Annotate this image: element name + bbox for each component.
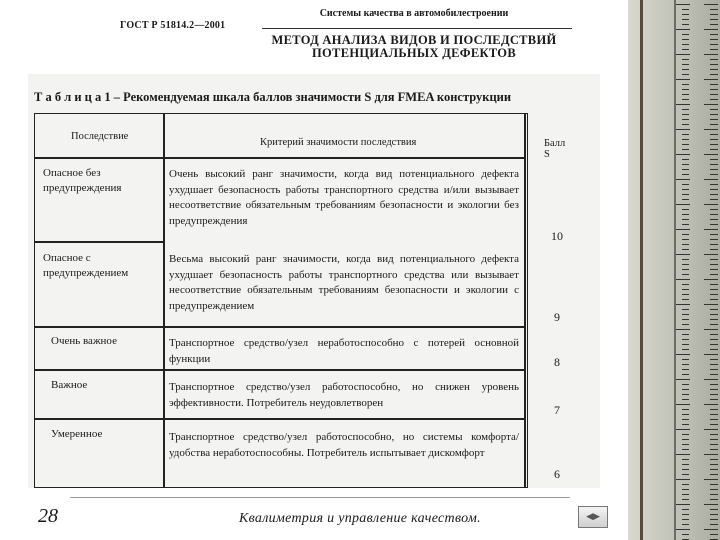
ruler-tick — [682, 159, 689, 160]
ruler-tick — [682, 119, 689, 120]
table-cell-criterion: Очень высокий ранг значимости, когда вид потенциального дефекта ухудшает безопасность работы транспортного средства и/или вызывает несоответствие обязательным требованиям безопасности и экологии без предупреждения — [169, 168, 519, 227]
ruler-tick — [676, 379, 690, 380]
ruler-decoration — [628, 0, 720, 540]
table-cell-consequence: Важное — [51, 379, 88, 391]
ruler-tick — [676, 4, 690, 5]
ruler-tick — [682, 224, 689, 225]
ruler-tick — [682, 489, 689, 490]
ruler-tick — [676, 304, 690, 305]
ruler-tick — [704, 229, 718, 230]
ruler-tick — [682, 34, 689, 35]
ruler-tick — [682, 14, 689, 15]
ruler-tick — [682, 124, 689, 125]
footer-divider — [70, 497, 570, 498]
ruler-tick — [682, 259, 689, 260]
ruler-tick — [676, 79, 690, 80]
ruler-tick — [704, 279, 718, 280]
ruler-tick — [682, 69, 689, 70]
ruler-tick — [682, 439, 689, 440]
ruler-tick — [710, 284, 718, 285]
ruler-tick — [682, 484, 689, 485]
ruler-tick — [682, 299, 689, 300]
ruler-tick — [676, 204, 690, 205]
ruler-tick — [710, 259, 718, 260]
navigation-icon: ◀▶ — [586, 512, 600, 522]
ruler-tick — [682, 59, 689, 60]
standard-label-box — [110, 14, 250, 42]
ruler-tick — [676, 229, 690, 230]
ruler-tick — [676, 29, 690, 30]
ruler-tick — [710, 264, 718, 265]
ruler-tick — [704, 379, 718, 380]
ruler-tick — [710, 289, 718, 290]
ruler-tick — [682, 274, 689, 275]
ruler-tick — [710, 359, 718, 360]
ruler-tick — [710, 49, 718, 50]
course-title: Квалиметрия и управление качеством. — [239, 511, 481, 526]
header-row-divider — [35, 157, 526, 159]
ruler-tick — [704, 29, 718, 30]
ruler-tick — [710, 114, 718, 115]
ruler-tick — [710, 534, 718, 535]
table-cell-criterion: Весьма высокий ранг значимости, когда вид потенциального дефекта ухудшает безопасность работы транспортного средства или вызывает несоответствие обязательным требованиям безопасности и экологии с предупреждением — [169, 253, 519, 312]
ruler-tick — [710, 434, 718, 435]
ruler-tick — [682, 174, 689, 175]
ruler-tick — [682, 369, 689, 370]
ruler-tick — [682, 384, 689, 385]
ruler-tick — [682, 99, 689, 100]
column-divider — [163, 114, 165, 487]
ruler-tick — [682, 534, 689, 535]
document-series: Системы качества в автомобилестроении — [319, 8, 509, 19]
ruler-strip — [640, 0, 643, 540]
ruler-tick — [676, 154, 690, 155]
ruler-tick — [710, 334, 718, 335]
ruler-tick — [682, 144, 689, 145]
row-divider — [35, 418, 526, 420]
ruler-tick — [676, 179, 690, 180]
ruler-tick — [682, 89, 689, 90]
ruler-tick — [682, 199, 689, 200]
ruler-tick — [676, 429, 690, 430]
ruler-tick — [682, 249, 689, 250]
ruler-tick — [710, 444, 718, 445]
ruler-tick — [682, 294, 689, 295]
ruler-tick — [710, 499, 718, 500]
ruler-tick — [710, 44, 718, 45]
ruler-tick — [682, 149, 689, 150]
ruler-tick — [682, 134, 689, 135]
table-cell-criterion: Транспортное средство/узел неработоспособно с потерей основной функции — [169, 337, 519, 365]
ruler-tick — [710, 224, 718, 225]
ruler-tick — [710, 509, 718, 510]
ruler-tick — [682, 509, 689, 510]
ruler-tick — [676, 454, 690, 455]
ruler-tick — [704, 429, 718, 430]
ruler-tick — [710, 209, 718, 210]
ruler-tick — [682, 359, 689, 360]
ruler-tick — [682, 189, 689, 190]
ruler-tick — [682, 64, 689, 65]
ruler-tick — [710, 149, 718, 150]
ruler-tick — [682, 269, 689, 270]
ruler-tick — [682, 39, 689, 40]
ruler-tick — [710, 9, 718, 10]
table-cell-score: 7 — [554, 403, 560, 417]
ruler-tick — [682, 24, 689, 25]
ruler-tick — [710, 194, 718, 195]
ruler-tick — [710, 249, 718, 250]
ruler-tick — [704, 54, 718, 55]
ruler-tick — [710, 19, 718, 20]
ruler-tick — [682, 349, 689, 350]
ruler-tick — [682, 109, 689, 110]
ruler-tick — [682, 499, 689, 500]
table-cell-criterion: Транспортное средство/узел работоспособно, но снижен уровень эффективности. Потребитель неудовлетворен — [169, 381, 519, 409]
ruler-tick — [710, 159, 718, 160]
ruler-tick — [682, 449, 689, 450]
ruler-tick — [704, 304, 718, 305]
ruler-tick — [704, 204, 718, 205]
ruler-tick — [676, 129, 690, 130]
ruler-tick — [710, 39, 718, 40]
ruler-tick — [682, 9, 689, 10]
ruler-tick — [710, 84, 718, 85]
row-divider — [35, 369, 526, 371]
severity-table — [34, 113, 566, 488]
ruler-tick — [710, 174, 718, 175]
ruler-tick — [704, 129, 718, 130]
ruler-tick — [710, 274, 718, 275]
ruler-tick — [682, 214, 689, 215]
ruler-tick — [682, 459, 689, 460]
ruler-tick — [682, 334, 689, 335]
ruler-tick — [682, 194, 689, 195]
ruler-tick — [710, 34, 718, 35]
ruler-tick — [704, 329, 718, 330]
ruler-tick — [710, 219, 718, 220]
ruler-tick — [704, 479, 718, 480]
ruler-tick — [710, 269, 718, 270]
ruler-tick — [682, 394, 689, 395]
ruler-tick — [682, 244, 689, 245]
ruler-tick — [704, 154, 718, 155]
ruler-tick — [710, 299, 718, 300]
ruler-tick — [710, 489, 718, 490]
ruler-tick — [710, 439, 718, 440]
ruler-tick — [710, 319, 718, 320]
ruler-tick — [710, 469, 718, 470]
ruler-tick — [682, 374, 689, 375]
ruler-tick — [682, 219, 689, 220]
ruler-tick — [682, 464, 689, 465]
column-header: Критерий значимости последствия — [260, 137, 417, 148]
ruler-tick — [710, 234, 718, 235]
slide-number: 28 — [38, 505, 58, 527]
ruler-tick — [710, 64, 718, 65]
table-cell-score: 9 — [554, 310, 560, 324]
ruler-tick — [710, 394, 718, 395]
table-cell-consequence: Умеренное — [51, 428, 103, 440]
ruler-tick — [710, 369, 718, 370]
ruler-tick — [682, 239, 689, 240]
ruler-tick — [710, 309, 718, 310]
ruler-tick — [710, 199, 718, 200]
ruler-tick — [704, 104, 718, 105]
ruler-tick — [710, 189, 718, 190]
ruler-tick — [682, 469, 689, 470]
ruler-tick — [710, 74, 718, 75]
ruler-tick — [682, 409, 689, 410]
ruler-tick — [704, 454, 718, 455]
table-cell-score: 8 — [554, 355, 560, 369]
ruler-tick — [682, 19, 689, 20]
ruler-tick — [682, 444, 689, 445]
document-title-box — [253, 0, 575, 70]
ruler-tick — [704, 404, 718, 405]
ruler-tick — [710, 89, 718, 90]
ruler-tick — [682, 364, 689, 365]
ruler-tick — [682, 264, 689, 265]
ruler-tick — [710, 414, 718, 415]
ruler-tick — [710, 164, 718, 165]
ruler-tick — [710, 134, 718, 135]
row-divider — [35, 326, 526, 328]
column-header: Последствие — [71, 131, 129, 142]
ruler-tick — [710, 144, 718, 145]
ruler-tick — [682, 324, 689, 325]
ruler-tick — [710, 184, 718, 185]
ruler-tick — [710, 244, 718, 245]
ruler-tick — [676, 329, 690, 330]
header-divider — [262, 28, 572, 29]
ruler-tick — [710, 344, 718, 345]
ruler-tick — [682, 284, 689, 285]
ruler-tick — [710, 419, 718, 420]
ruler-tick — [676, 479, 690, 480]
document-title-line2: ПОТЕНЦИАЛЬНЫХ ДЕФЕКТОВ — [312, 46, 516, 60]
ruler-strip — [674, 0, 676, 540]
ruler-tick — [682, 44, 689, 45]
table-cell-consequence: Опасное без предупреждения — [43, 167, 122, 194]
ruler-tick — [710, 494, 718, 495]
ruler-tick — [710, 474, 718, 475]
ruler-tick — [710, 109, 718, 110]
ruler-tick — [710, 94, 718, 95]
table-cell-consequence: Опасное с предупреждением — [43, 252, 129, 279]
ruler-tick — [710, 314, 718, 315]
ruler-tick — [704, 179, 718, 180]
ruler-tick — [704, 529, 718, 530]
table-cell-score: 6 — [554, 467, 560, 481]
ruler-tick — [710, 399, 718, 400]
ruler-tick — [682, 309, 689, 310]
ruler-tick — [682, 399, 689, 400]
ruler-tick — [710, 464, 718, 465]
ruler-tick — [682, 84, 689, 85]
ruler-tick — [710, 119, 718, 120]
ruler-tick — [710, 124, 718, 125]
ruler-tick — [710, 324, 718, 325]
ruler-tick — [682, 344, 689, 345]
ruler-tick — [710, 374, 718, 375]
ruler-tick — [682, 389, 689, 390]
ruler-tick — [704, 79, 718, 80]
column-divider — [524, 114, 526, 487]
ruler-tick — [710, 389, 718, 390]
ruler-tick — [704, 504, 718, 505]
ruler-tick — [710, 384, 718, 385]
ruler-tick — [710, 24, 718, 25]
ruler-tick — [682, 139, 689, 140]
ruler-tick — [710, 59, 718, 60]
next-slide-button[interactable] — [578, 506, 608, 528]
ruler-tick — [682, 419, 689, 420]
ruler-tick — [682, 234, 689, 235]
ruler-tick — [682, 289, 689, 290]
ruler-tick — [682, 169, 689, 170]
ruler-tick — [710, 239, 718, 240]
ruler-tick — [682, 49, 689, 50]
ruler-tick — [710, 214, 718, 215]
ruler-tick — [704, 354, 718, 355]
ruler-tick — [682, 164, 689, 165]
ruler-tick — [682, 494, 689, 495]
ruler-tick — [676, 254, 690, 255]
ruler-tick — [682, 319, 689, 320]
ruler-tick — [682, 209, 689, 210]
ruler-tick — [682, 339, 689, 340]
ruler-tick — [682, 424, 689, 425]
ruler-tick — [710, 99, 718, 100]
ruler-tick — [682, 74, 689, 75]
ruler-tick — [682, 434, 689, 435]
table-cell-score: 10 — [551, 229, 563, 243]
ruler-tick — [676, 279, 690, 280]
ruler-tick — [710, 169, 718, 170]
ruler-tick — [704, 254, 718, 255]
ruler-tick — [710, 424, 718, 425]
ruler-tick — [710, 14, 718, 15]
table-caption: Т а б л и ц а 1 – Рекомендуемая шкала баллов значимости S для FMEA конструкции — [34, 90, 512, 104]
table-cell-consequence: Очень важное — [51, 335, 117, 347]
ruler-tick — [710, 349, 718, 350]
ruler-tick — [710, 459, 718, 460]
ruler-tick — [676, 529, 690, 530]
ruler-tick — [710, 484, 718, 485]
table-cell-criterion: Транспортное средство/узел работоспособно, но системы комфорта/удобства неработоспособны. Потребитель испытывает дискомфорт — [169, 431, 519, 459]
ruler-tick — [682, 414, 689, 415]
column-header: Балл S — [544, 138, 566, 160]
ruler-tick — [682, 314, 689, 315]
ruler-tick — [682, 114, 689, 115]
ruler-tick — [682, 94, 689, 95]
ruler-tick — [710, 339, 718, 340]
ruler-tick — [676, 354, 690, 355]
ruler-tick — [676, 504, 690, 505]
ruler-tick — [710, 364, 718, 365]
standard-number: ГОСТ Р 51814.2—2001 — [120, 20, 226, 31]
ruler-tick — [676, 104, 690, 105]
ruler-tick — [710, 69, 718, 70]
ruler-tick — [710, 139, 718, 140]
ruler-tick — [676, 54, 690, 55]
ruler-tick — [704, 4, 718, 5]
ruler-tick — [710, 449, 718, 450]
ruler-tick — [676, 404, 690, 405]
row-divider — [35, 241, 163, 243]
ruler-tick — [682, 184, 689, 185]
document-title-line1: МЕТОД АНАЛИЗА ВИДОВ И ПОСЛЕДСТВИЙ — [271, 33, 557, 47]
ruler-tick — [710, 409, 718, 410]
ruler-tick — [710, 294, 718, 295]
ruler-tick — [682, 474, 689, 475]
